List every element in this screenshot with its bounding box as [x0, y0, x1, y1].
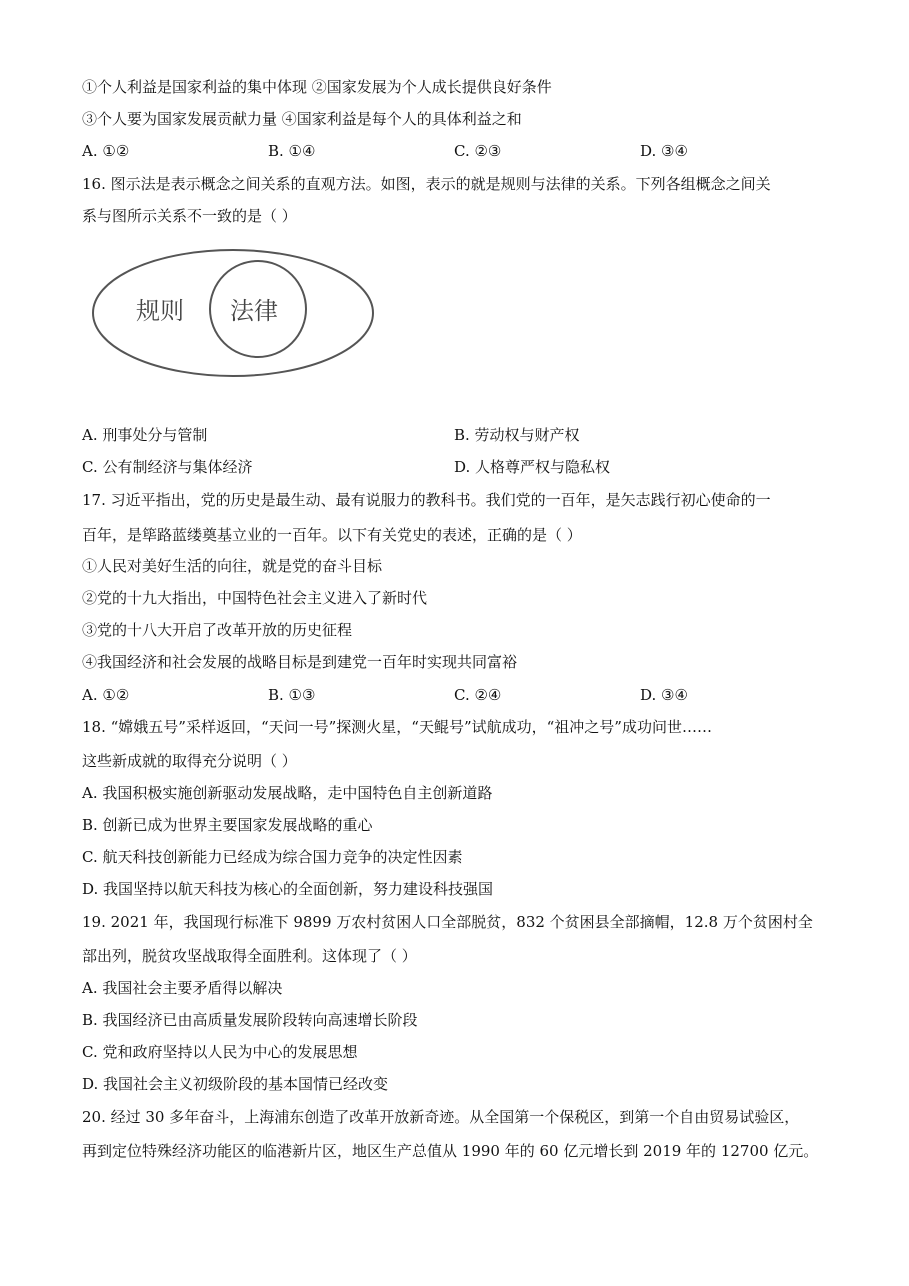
q18-option-b[interactable]: B. 创新已成为世界主要国家发展战略的重心 — [82, 816, 373, 834]
q18-option-a[interactable]: A. 我国积极实施创新驱动发展战略，走中国特色自主创新道路 — [82, 784, 493, 802]
q15-option-c[interactable]: C. ②③ — [454, 142, 502, 160]
rules-law-diagram — [88, 246, 378, 380]
q16-option-d[interactable]: D. 人格尊严权与隐私权 — [454, 458, 611, 476]
q17-option-b[interactable]: B. ①③ — [268, 686, 316, 704]
q18-stem-line-1: 18. “嫦娥五号”采样返回，“天问一号”探测火星，“天鲲号”试航成功，“祖冲之号”成功问世…… — [82, 718, 712, 736]
q19-option-c[interactable]: C. 党和政府坚持以人民为中心的发展思想 — [82, 1043, 358, 1061]
q17-option-a[interactable]: A. ①② — [82, 686, 130, 704]
q20-stem-line-1: 20. 经过 30 多年奋斗，上海浦东创造了改革开放新奇迹。从全国第一个保税区，到第一个自由贸易试验区， — [82, 1108, 800, 1126]
q15-option-a[interactable]: A. ①② — [82, 142, 130, 160]
q19-stem-line-1: 19. 2021 年，我国现行标准下 9899 万农村贫困人口全部脱贫，832 个贫困县全部摘帽，12.8 万个贫困村全 — [82, 913, 813, 931]
q17-statement-3: ③党的十八大开启了改革开放的历史征程 — [82, 621, 353, 639]
q18-option-c[interactable]: C. 航天科技创新能力已经成为综合国力竞争的决定性因素 — [82, 848, 463, 866]
q16-stem-line-2: 系与图所示关系不一致的是（ ） — [82, 207, 297, 225]
q20-stem-line-2: 再到定位特殊经济功能区的临港新片区，地区生产总值从 1990 年的 60 亿元增长到 2019 年的 12700 亿元。 — [82, 1142, 819, 1160]
venn-diagram-svg — [88, 246, 378, 380]
q19-option-d[interactable]: D. 我国社会主义初级阶段的基本国情已经改变 — [82, 1075, 389, 1093]
q16-stem-line-1: 16. 图示法是表示概念之间关系的直观方法。如图，表示的就是规则与法律的关系。下列各组概念之间关 — [82, 175, 771, 193]
q19-option-a[interactable]: A. 我国社会主要矛盾得以解决 — [82, 979, 283, 997]
inner-label: 法律 — [230, 297, 278, 325]
q17-statement-1: ①人民对美好生活的向往，就是党的奋斗目标 — [82, 557, 383, 575]
q15-option-b[interactable]: B. ①④ — [268, 142, 316, 160]
q16-options-row-2 — [82, 457, 842, 477]
q17-option-c[interactable]: C. ②④ — [454, 686, 502, 704]
q17-statement-2: ②党的十九大指出，中国特色社会主义进入了新时代 — [82, 589, 428, 607]
q16-option-b[interactable]: B. 劳动权与财产权 — [454, 426, 580, 444]
q17-stem-line-1: 17. 习近平指出，党的历史是最生动、最有说服力的教科书。我们党的一百年，是矢志践行初心使命的一 — [82, 491, 771, 509]
q19-stem-line-2: 部出列，脱贫攻坚战取得全面胜利。这体现了（ ） — [82, 947, 417, 965]
q18-stem-line-2: 这些新成就的取得充分说明（ ） — [82, 752, 297, 770]
q16-option-c[interactable]: C. 公有制经济与集体经济 — [82, 458, 253, 476]
q15-statement-line-1: ①个人利益是国家利益的集中体现 ②国家发展为个人成长提供良好条件 — [82, 78, 552, 96]
outer-label: 规则 — [136, 297, 184, 325]
q17-option-d[interactable]: D. ③④ — [640, 686, 688, 704]
q15-statement-line-2: ③个人要为国家发展贡献力量 ④国家利益是每个人的具体利益之和 — [82, 110, 522, 128]
q18-option-d[interactable]: D. 我国坚持以航天科技为核心的全面创新，努力建设科技强国 — [82, 880, 494, 898]
q15-options — [82, 141, 842, 161]
q16-options-row-1 — [82, 425, 842, 445]
q17-statement-4: ④我国经济和社会发展的战略目标是到建党一百年时实现共同富裕 — [82, 653, 518, 671]
q15-option-d[interactable]: D. ③④ — [640, 142, 688, 160]
q17-stem-line-2: 百年，是筚路蓝缕奠基立业的一百年。以下有关党史的表述，正确的是（ ） — [82, 526, 582, 544]
q16-option-a[interactable]: A. 刑事处分与管制 — [82, 426, 208, 444]
q17-options — [82, 685, 842, 705]
q19-option-b[interactable]: B. 我国经济已由高质量发展阶段转向高速增长阶段 — [82, 1011, 418, 1029]
